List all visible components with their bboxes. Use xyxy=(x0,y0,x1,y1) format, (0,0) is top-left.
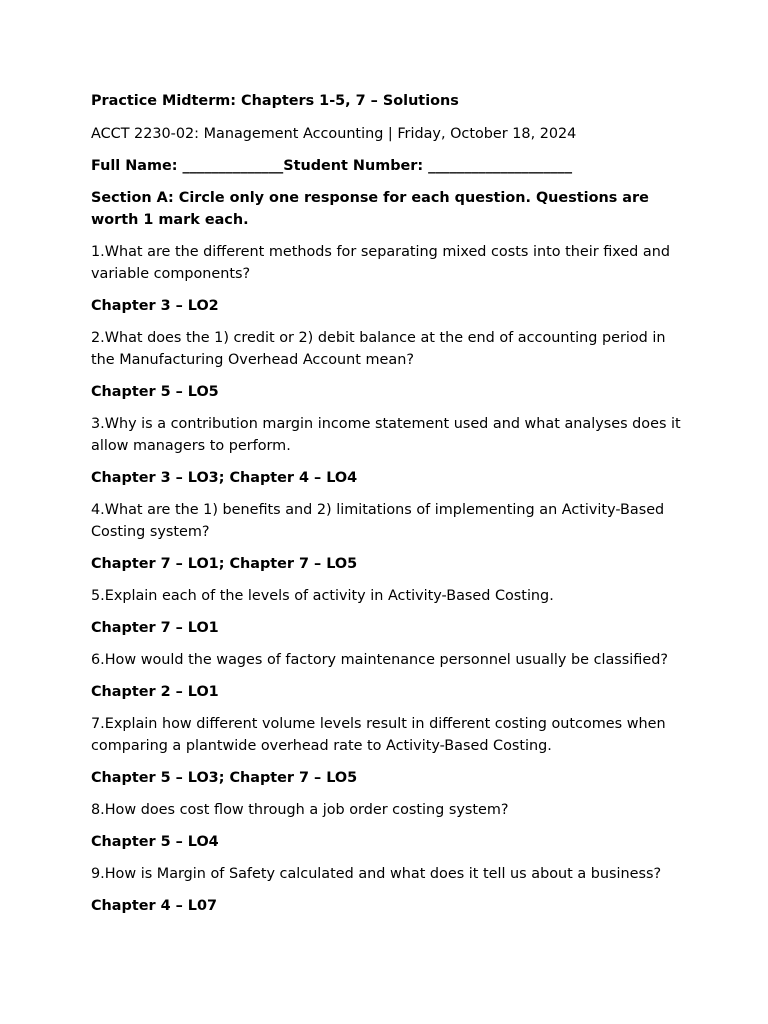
chapter-reference: Chapter 7 – LO1; Chapter 7 – LO5 xyxy=(91,556,358,572)
question-item xyxy=(91,241,691,317)
question-body: Explain how different volume levels result in different costing outcomes when comparing a plantwide overhead rate to Activity-Based Costing. xyxy=(91,716,666,754)
question-item xyxy=(91,649,691,703)
question-text-9 xyxy=(91,863,691,885)
question-number: 3. xyxy=(91,416,105,432)
chapter-reference: Chapter 7 – LO1 xyxy=(91,620,219,636)
question-body: What does the 1) credit or 2) debit balance at the end of accounting period in the Manufacturing Overhead Account mean? xyxy=(91,330,666,368)
chapter-reference: Chapter 5 – LO4 xyxy=(91,834,219,850)
question-number: 7. xyxy=(91,716,105,732)
question-body: Explain each of the levels of activity in Activity-Based Costing. xyxy=(104,588,554,604)
question-item xyxy=(91,585,691,639)
section-a-instructions: Section A: Circle only one response for each question. Questions are worth 1 mark each. xyxy=(91,190,649,228)
document-title: Practice Midterm: Chapters 1-5, 7 – Solutions xyxy=(91,93,459,109)
question-text-3 xyxy=(91,413,691,457)
question-number: 9. xyxy=(91,866,105,882)
chapter-reference: Chapter 5 – LO5 xyxy=(91,384,219,400)
question-text-7 xyxy=(91,713,691,757)
question-number: 5. xyxy=(91,588,105,604)
question-number: 2. xyxy=(91,330,105,346)
question-number: 6. xyxy=(91,652,105,668)
name-student-number-line: Full Name: ______________Student Number: ____________________ xyxy=(91,158,573,174)
question-item xyxy=(91,863,691,917)
question-item xyxy=(91,799,691,853)
question-body: What are the 1) benefits and 2) limitations of implementing an Activity-Based Costing system? xyxy=(91,502,665,540)
question-item xyxy=(91,327,691,403)
question-body: How does cost flow through a job order costing system? xyxy=(104,802,509,818)
question-text-1 xyxy=(91,241,691,285)
question-text-2 xyxy=(91,327,691,371)
question-number: 8. xyxy=(91,802,105,818)
question-item xyxy=(91,713,691,789)
question-text-8 xyxy=(91,799,691,821)
course-line: ACCT 2230-02: Management Accounting | Friday, October 18, 2024 xyxy=(91,126,577,142)
question-body: How would the wages of factory maintenance personnel usually be classified? xyxy=(104,652,668,668)
chapter-reference: Chapter 5 – LO3; Chapter 7 – LO5 xyxy=(91,770,358,786)
question-list xyxy=(91,241,691,917)
document-page xyxy=(91,90,691,927)
question-text-5 xyxy=(91,585,691,607)
question-body: How is Margin of Safety calculated and what does it tell us about a business? xyxy=(104,866,662,882)
question-text-6 xyxy=(91,649,691,671)
question-number: 1. xyxy=(91,244,105,260)
question-item xyxy=(91,413,691,489)
chapter-reference: Chapter 4 – L07 xyxy=(91,898,217,914)
question-body: Why is a contribution margin income statement used and what analyses does it allow managers to perform. xyxy=(91,416,681,454)
question-text-4 xyxy=(91,499,691,543)
chapter-reference: Chapter 3 – LO3; Chapter 4 – LO4 xyxy=(91,470,358,486)
chapter-reference: Chapter 3 – LO2 xyxy=(91,298,219,314)
question-body: What are the different methods for separating mixed costs into their fixed and variable components? xyxy=(91,244,670,282)
chapter-reference: Chapter 2 – LO1 xyxy=(91,684,219,700)
question-number: 4. xyxy=(91,502,105,518)
question-item xyxy=(91,499,691,575)
